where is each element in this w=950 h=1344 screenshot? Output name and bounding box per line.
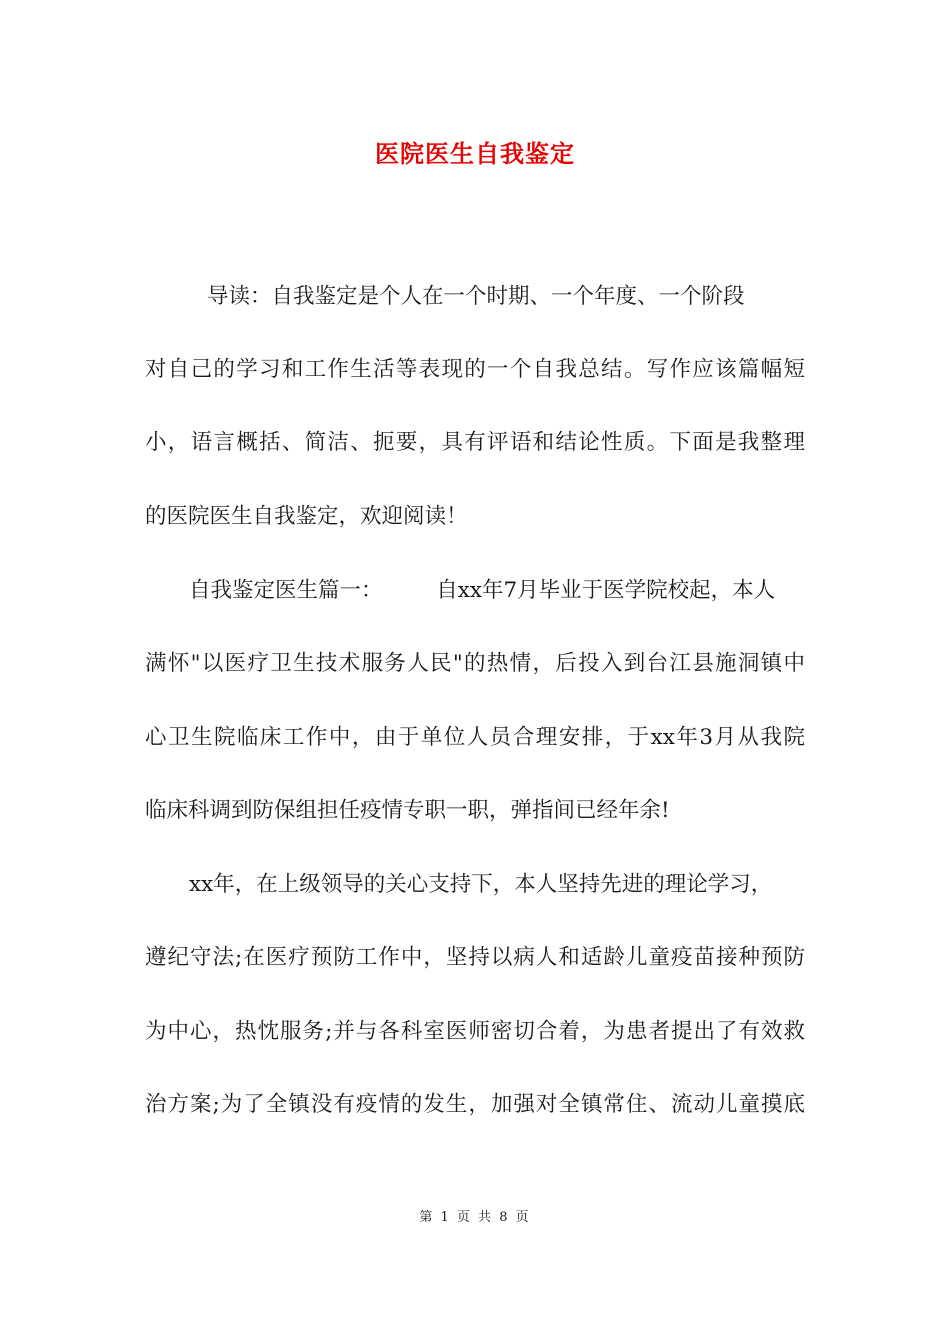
paragraph-line-8: 临床科调到防保组担任疫情专职一职，弹指间已经年余!	[145, 798, 670, 823]
paragraph-line-9: xx年，在上级领导的关心支持下，本人坚持先进的理论学习，	[189, 872, 773, 897]
paragraph-line-7: 心卫生院临床工作中，由于单位人员合理安排，于xx年3月从我院	[145, 725, 805, 750]
paragraph-line-1: 导读：自我鉴定是个人在一个时期、一个年度、一个阶段	[207, 284, 745, 309]
paragraph-line-5: 自我鉴定医生篇一： 自xx年7月毕业于医学院校起，本人	[189, 578, 776, 603]
paragraph-line-2: 对自己的学习和工作生活等表现的一个自我总结。写作应该篇幅短	[145, 357, 805, 382]
paragraph-line-12: 治方案;为了全镇没有疫情的发生，加强对全镇常住、流动儿童摸底	[145, 1092, 805, 1117]
paragraph-line-4: 的医院医生自我鉴定，欢迎阅读！	[145, 504, 468, 529]
paragraph-line-11: 为中心，热忱服务;并与各科室医师密切合着，为患者提出了有效救	[145, 1019, 805, 1044]
paragraph-line-3: 小，语言概括、简洁、扼要，具有评语和结论性质。下面是我整理	[145, 430, 805, 455]
paragraph-line-10: 遵纪守法;在医疗预防工作中，坚持以病人和适龄儿童疫苗接种预防	[145, 945, 805, 970]
page-number: 第 1 页 共 8 页	[419, 1210, 531, 1225]
paragraph-line-6: 满怀"以医疗卫生技术服务人民"的热情，后投入到台江县施洞镇中	[145, 651, 805, 676]
document-title: 医院医生自我鉴定	[375, 139, 575, 168]
